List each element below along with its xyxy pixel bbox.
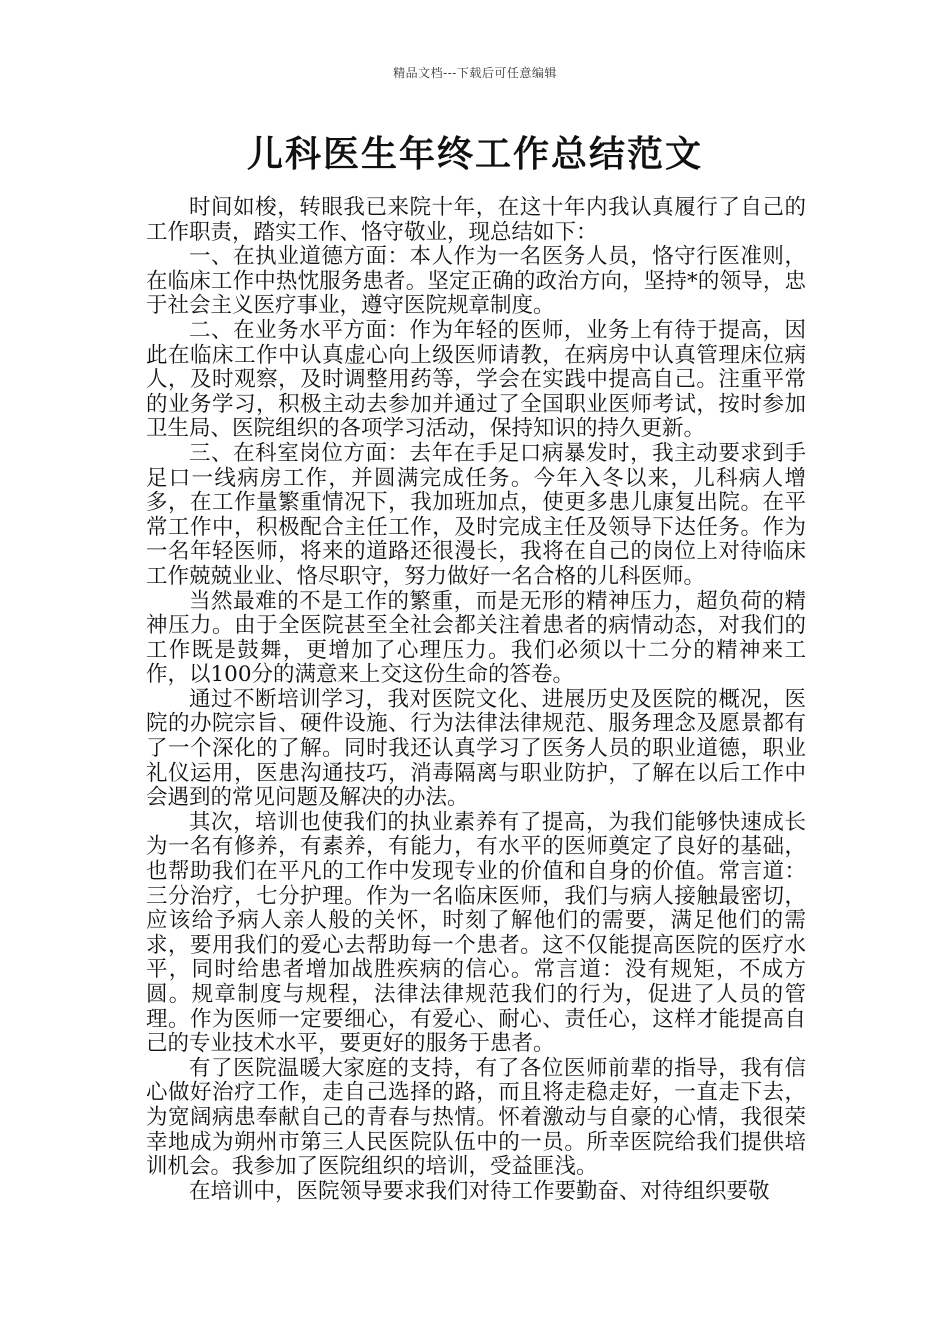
paragraph: 时间如梭，转眼我已来院十年，在这十年内我认真履行了自己的工作职责，踏实工作、恪守敬业，现总结如下： (146, 195, 806, 245)
paragraph: 二、在业务水平方面：作为年轻的医师，业务上有待于提高，因此在临床工作中认真虚心向上级医师请教，在病房中认真管理床位病人，及时观察，及时调整用药等，学会在实践中提高自己。注重平常的业务学习，积极主动去参加并通过了全国职业医师考试，按时参加卫生局、医院组织的各项学习活动，保持知识的持久更新。 (146, 317, 806, 442)
paragraph: 在培训中，医院领导要求我们对待工作要勤奋、对待组织要敬 (189, 1178, 770, 1204)
paragraph: 有了医院温暖大家庭的支持，有了各位医师前辈的指导，我有信心做好治疗工作，走自己选择的路，而且将走稳走好，一直走下去，为宽阔病患奉献自己的青春与热情。怀着激动与自豪的心情，我很荣幸地成为朔州市第三人民医院队伍中的一员。所幸医院给我们提供培训机会。我参加了医院组织的培训，受益匪浅。 (146, 1055, 806, 1180)
paragraph: 当然最难的不是工作的繁重，而是无形的精神压力，超负荷的精神压力。由于全医院甚至全社会都关注着患者的病情动态，对我们的工作既是鼓舞，更增加了心理压力。我们必须以十二分的精神来工作，以100分的满意来上交这份生命的答卷。 (146, 588, 806, 688)
paragraph: 一、在执业道德方面：本人作为一名医务人员，恪守行医准则，在临床工作中热忱服务患者。坚定正确的政治方向，坚持*的领导，忠于社会主义医疗事业，遵守医院规章制度。 (146, 244, 806, 319)
paragraph: 其次，培训也使我们的执业素养有了提高，为我们能够快速成长为一名有修养，有素养，有能力，有水平的医师奠定了良好的基础，也帮助我们在平凡的工作中发现专业的价值和自身的价值。常言道：三分治疗，七分护理。作为一名临床医师，我们与病人接触最密切，应该给予病人亲人般的关怀，时刻了解他们的需要，满足他们的需求，要用我们的爱心去帮助每一个患者。这不仅能提高医院的医疗水平，同时给患者增加战胜疾病的信心。常言道：没有规矩，不成方圆。规章制度与规程，法律法律规范我们的行为，促进了人员的管理。作为医师一定要细心，有爱心、耐心、责任心，这样才能提高自己的专业技术水平，要更好的服务于患者。 (146, 809, 806, 1057)
paragraph: 通过不断培训学习，我对医院文化、进展历史及医院的概况，医院的办院宗旨、硬件设施、行为法律法律规范、服务理念及愿景都有了一个深化的了解。同时我还认真学习了医务人员的职业道德，职业礼仪运用，医患沟通技巧，消毒隔离与职业防护，了解在以后工作中会遇到的常见问题及解决的办法。 (146, 686, 806, 811)
document-body (146, 196, 806, 1204)
header-note: 精品文档---下载后可任意编辑 (393, 66, 557, 80)
paragraph: 三、在科室岗位方面：去年在手足口病暴发时，我主动要求到手足口一线病房工作，并圆满完成任务。今年入冬以来，儿科病人增多，在工作量繁重情况下，我加班加点，使更多患儿康复出院。在平常工作中，积极配合主任工作，及时完成主任及领导下达任务。作为一名年轻医师，将来的道路还很漫长，我将在自己的岗位上对待临床工作兢兢业业、恪尽职守，努力做好一名合格的儿科医师。 (146, 440, 806, 589)
document-title: 儿科医生年终工作总结范文 (246, 134, 703, 175)
